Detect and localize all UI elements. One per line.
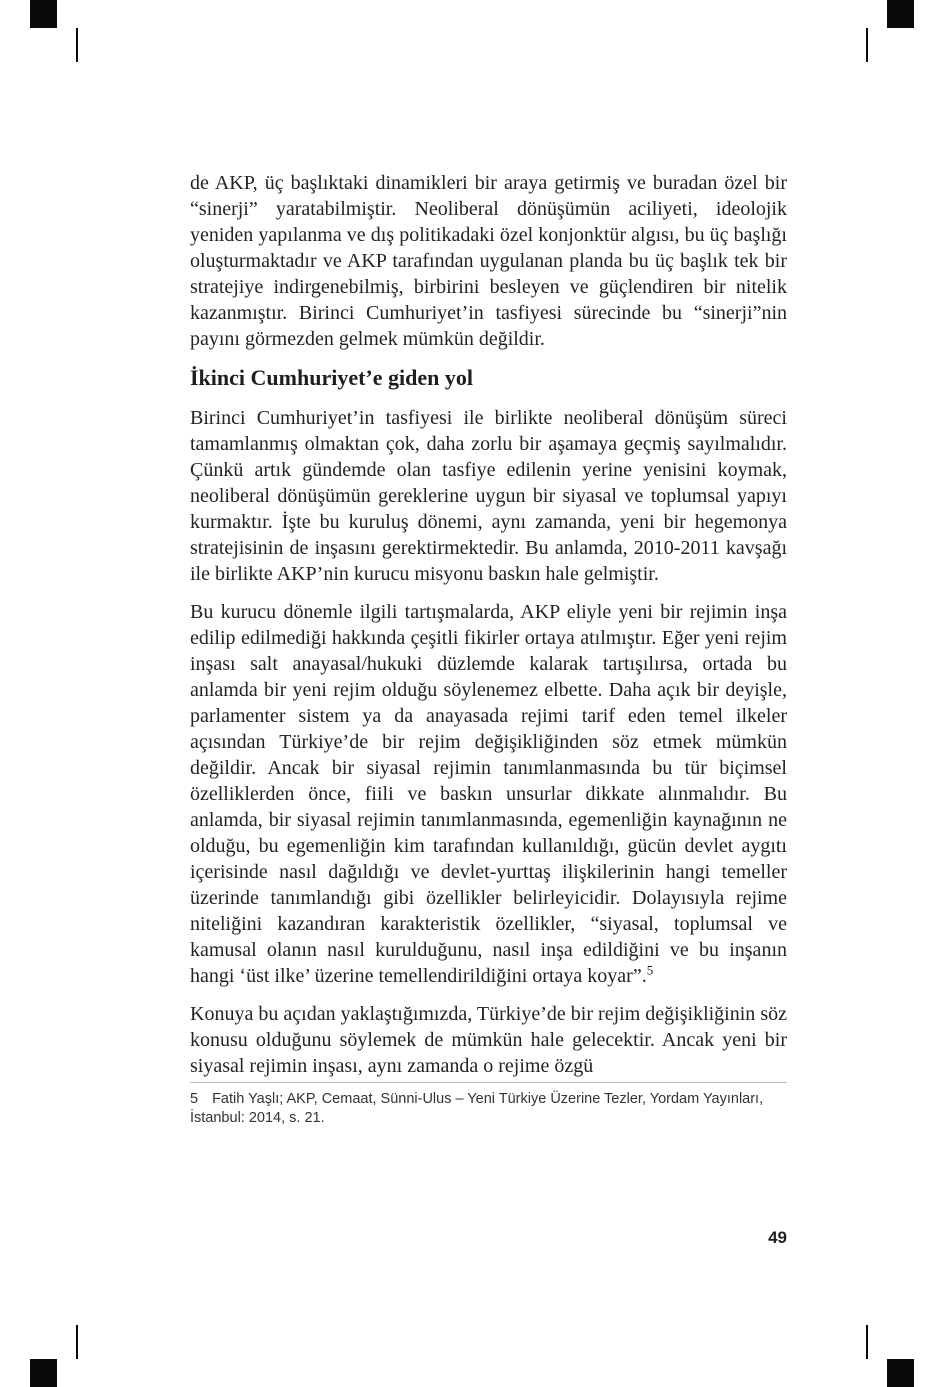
crop-mark-line-bottom-left	[76, 1325, 78, 1359]
footnote-number: 5	[190, 1091, 199, 1107]
footnote-marker: 5	[646, 962, 654, 978]
body-paragraph-3	[190, 599, 787, 989]
footnote-text: Fatih Yaşlı; AKP, Cemaat, Sünni-Ulus – Yeni Türkiye Üzerine Tezler, Yordam Yayınları, İstanbul: 2014, s. 21.	[190, 1091, 764, 1126]
crop-mark-square-top-right	[887, 0, 914, 28]
body-paragraph-4: Konuya bu açıdan yaklaştığımızda, Türkiye’de bir rejim değişikliğinin söz konusu olduğunu söylemek de mümkün hale gelecektir. Ancak yeni bir siyasal rejimin inşası, aynı zamanda o rejime özgü	[190, 1003, 787, 1077]
crop-mark-square-bottom-left	[30, 1359, 57, 1387]
body-paragraph-2: Birinci Cumhuriyet’in tasfiyesi ile birlikte neoliberal dönüşüm süreci tamamlanmış olmaktan çok, daha zorlu bir aşamaya geçmiş sayılmalıdır. Çünkü artık gündemde olan tasfiye edilenin yerine yenisini koymak, neoliberal dönüşümün gereklerine uygun bir siyasal ve toplumsal yapıyı kurmaktır. İşte bu kuruluş dönemi, aynı zamanda, yeni bir hegemonya stratejisinin de inşasını gerektirmektedir. Bu anlamda, 2010-2011 kavşağı ile birlikte AKP’nin kurucu misyonu baskın hale gelmiştir.	[190, 407, 787, 585]
crop-mark-square-bottom-right	[887, 1359, 914, 1387]
crop-mark-line-top-left	[76, 28, 78, 62]
crop-mark-line-bottom-right	[866, 1325, 868, 1359]
page-number: 49	[768, 1228, 787, 1247]
page-text-column	[190, 170, 787, 1128]
body-paragraph-1: de AKP, üç başlıktaki dinamikleri bir araya getirmiş ve buradan özel bir “sinerji” yaratabilmiştir. Neoliberal dönüşümün aciliyeti, ideolojik yeniden yapılanma ve dış politikadaki özel konjonktür algısı, bu üç başlığı oluşturmaktadır ve AKP tarafından uygulanan planda bu üç başlık tek bir stratejiye indirgenebilmiş, birbirini besleyen ve güçlendiren bir nitelik kazanmıştır. Birinci Cumhuriyet’in tasfiyesi sürecinde bu “sinerji”nin payını görmezden gelmek mümkün değildir.	[190, 172, 787, 350]
footnote	[190, 1082, 787, 1128]
section-heading: İkinci Cumhuriyet’e giden yol	[190, 365, 473, 390]
crop-mark-line-top-right	[866, 28, 868, 62]
crop-mark-square-top-left	[30, 0, 57, 28]
body-paragraph-3-text: Bu kurucu dönemle ilgili tartışmalarda, AKP eliyle yeni bir rejimin inşa edilip edilmediği hakkında çeşitli fikirler ortaya atılmıştır. Eğer yeni rejim inşası salt anayasal/hukuki düzlemde kalarak tartışılırsa, ortada bu anlamda bir yeni rejim olduğu söylenemez elbette. Daha açık bir deyişle, parlamenter sistem ya da anayasada rejimi tarif eden temel ilkeler açısından Türkiye’de bir rejim değişikliğinden söz etmek mümkün değildir. Ancak bir siyasal rejimin tanımlanmasında bu tür biçimsel özelliklerden önce, fiili ve baskın unsurlar dikkate alınmalıdır. Bu anlamda, bir siyasal rejimin tanımlanmasında, egemenliğin kaynağının ne olduğu, bu egemenliğin kim tarafından kullanıldığı, gücün devlet aygıtı içerisinde nasıl dağıldığı ve devlet-yurttaş ilişkilerinin hangi temeller üzerinde tanımlandığı gibi özellikler belirleyicidir. Dolayısıyla rejime niteliğini kazandıran karakteristik özellikler, “siyasal, toplumsal ve kamusal olanın nasıl kurulduğunu, nasıl inşa edildiğini ve bu inşanın hangi ‘üst ilke’ üzerine temellendirildiğini ortaya koyar”.	[190, 601, 787, 987]
